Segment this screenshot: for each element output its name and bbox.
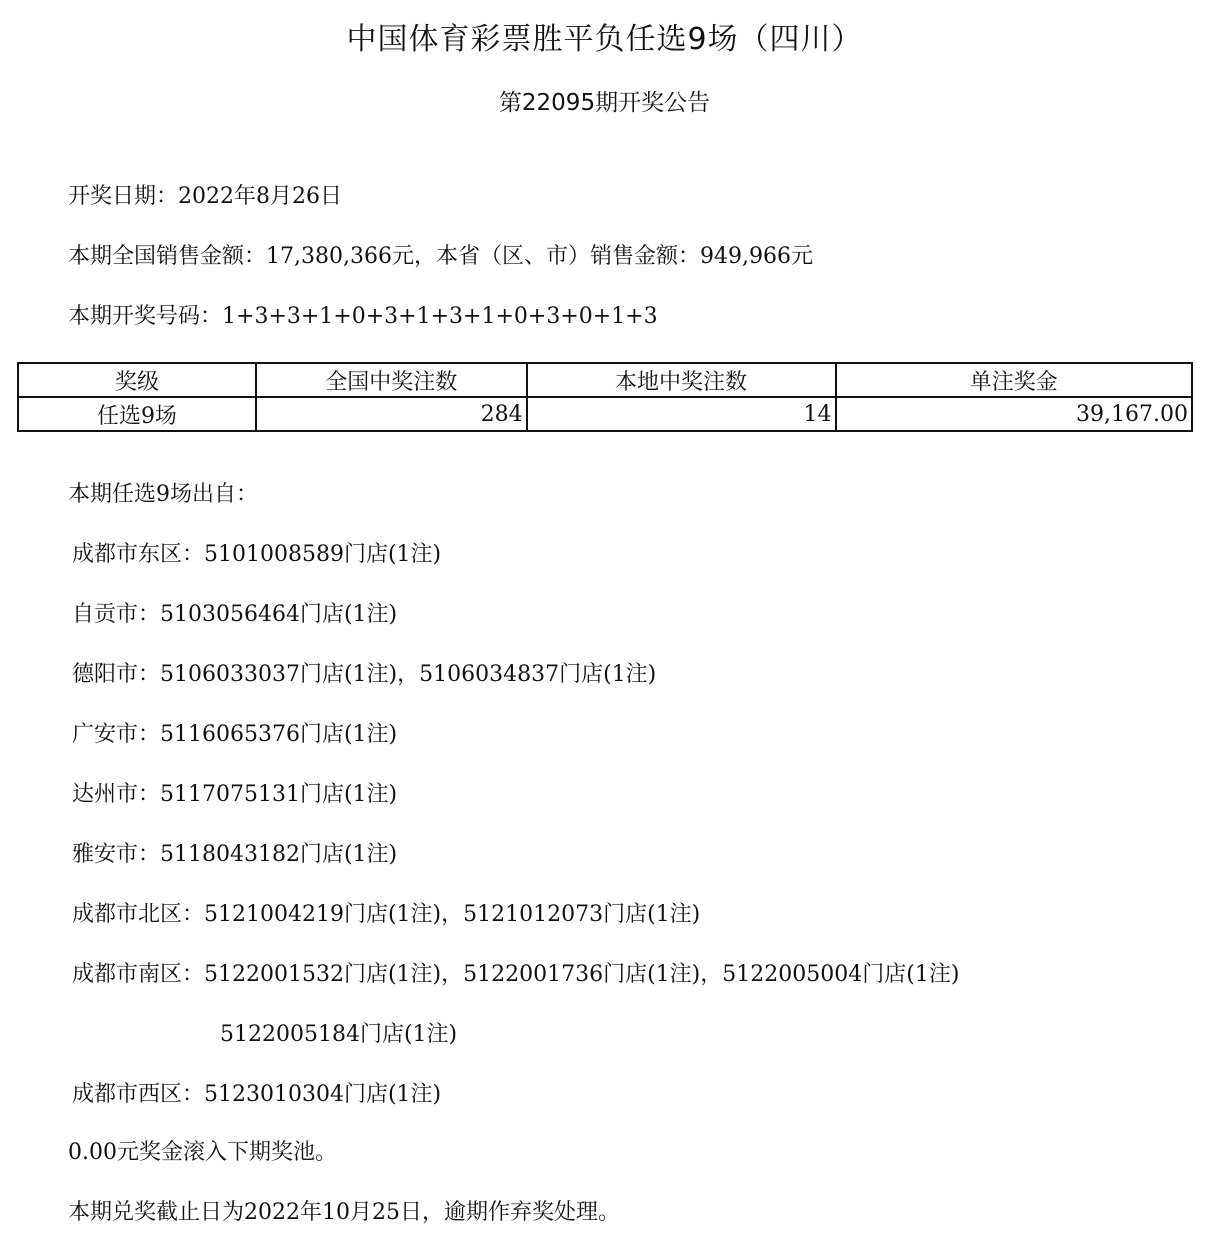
winner-line: 成都市北区：5121004219门店(1注)，5121012073门店(1注) [72, 902, 701, 927]
draw-date: 开奖日期：2022年8月26日 [68, 184, 342, 209]
cell-national-winners: 284 [256, 397, 527, 431]
header-prize-level: 奖级 [18, 363, 256, 397]
page-title: 中国体育彩票胜平负任选9场（四川） [346, 22, 863, 57]
rollover-note: 0.00元奖金滚入下期奖池。 [68, 1140, 337, 1165]
winner-line: 自贡市：5103056464门店(1注) [72, 602, 398, 627]
header-prize-amount: 单注奖金 [836, 363, 1192, 397]
winner-line: 成都市南区：5122001532门店(1注)，5122001736门店(1注)，5122005004门店(1注) [72, 962, 960, 987]
winner-line: 成都市东区：5101008589门店(1注) [72, 542, 442, 567]
header-local-winners: 本地中奖注数 [527, 363, 836, 397]
issue-subtitle: 第22095期开奖公告 [498, 90, 711, 116]
winner-line: 成都市西区：5123010304门店(1注) [72, 1082, 442, 1107]
winning-numbers-label: 本期开奖号码： [68, 304, 223, 329]
winner-line: 德阳市：5106033037门店(1注)，5106034837门店(1注) [72, 662, 657, 687]
winner-line: 雅安市：5118043182门店(1注) [72, 842, 398, 867]
prize-table-header [18, 363, 1192, 397]
cell-prize-level: 任选9场 [18, 397, 256, 431]
prize-table [17, 362, 1193, 432]
winner-line-continuation: 5122005184门店(1注) [220, 1022, 458, 1047]
cell-prize-amount: 39,167.00 [836, 397, 1192, 431]
winners-intro: 本期任选9场出自： [68, 482, 258, 507]
claim-deadline-note: 本期兑奖截止日为2022年10月25日，逾期作弃奖处理。 [68, 1200, 620, 1225]
winning-numbers-value: 1+3+3+1+0+3+1+3+1+0+3+0+1+3 [222, 304, 658, 329]
winner-line: 广安市：5116065376门店(1注) [72, 722, 398, 747]
table-row [18, 397, 1192, 431]
header-national-winners: 全国中奖注数 [256, 363, 527, 397]
winning-numbers [68, 302, 658, 332]
cell-local-winners: 14 [527, 397, 836, 431]
sales-amount: 本期全国销售金额：17,380,366元，本省（区、市）销售金额：949,966元 [68, 244, 813, 269]
winner-line: 达州市：5117075131门店(1注) [72, 782, 398, 807]
